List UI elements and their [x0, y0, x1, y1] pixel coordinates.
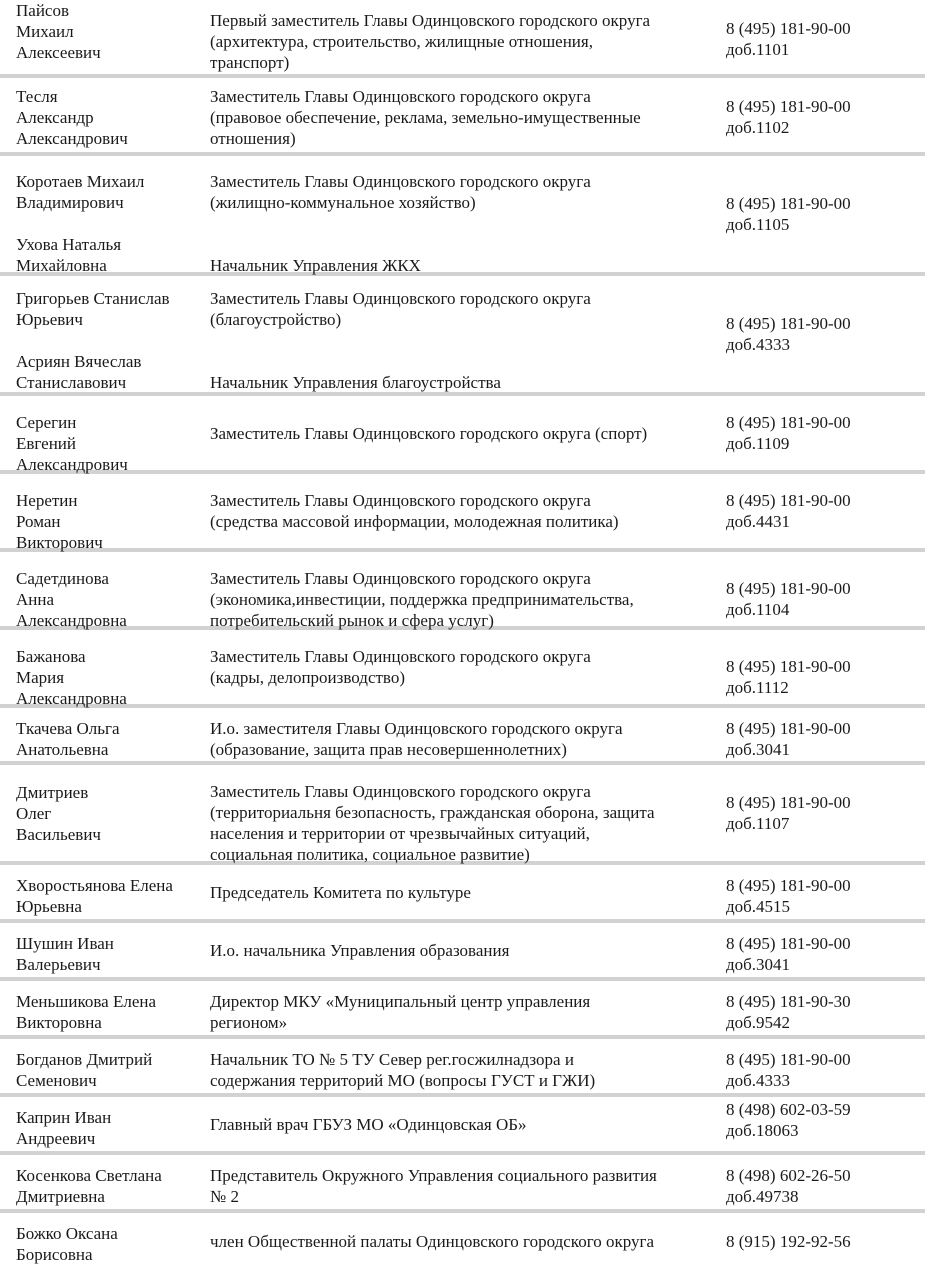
phone-line: 8 (495) 181-90-00 [726, 314, 851, 333]
name-line: Садетдинова [16, 569, 109, 588]
position-line: (кадры, делопроизводство) [210, 668, 405, 687]
name-line: Александровна [16, 611, 127, 630]
phone-line: 8 (495) 181-90-00 [726, 934, 851, 953]
name-line: Тесля [16, 87, 58, 106]
position-line: Председатель Комитета по культуре [210, 882, 471, 902]
position-description [210, 474, 722, 548]
table-row [0, 276, 925, 396]
phone-line: доб.4333 [726, 1071, 791, 1090]
table-row [0, 0, 925, 78]
table-row [0, 765, 925, 865]
person-name [16, 1155, 201, 1209]
name-line: Александровна [16, 689, 127, 708]
name-line: Хворостьянова Елена [16, 876, 173, 895]
position-line: И.о. начальника Управления образования [210, 940, 510, 960]
table-row [0, 78, 925, 156]
name-line: Роман [16, 512, 61, 531]
phone-line: 8 (495) 181-90-00 [726, 719, 851, 738]
phone-number [726, 1039, 916, 1093]
name-line: Васильевич [16, 824, 101, 844]
position-description [210, 78, 722, 152]
position-line: Заместитель Главы Одинцовского городского округа [210, 87, 591, 106]
phone-number [726, 1155, 916, 1209]
table-row [0, 1155, 925, 1213]
phone-line: доб.3041 [726, 955, 791, 974]
person-name [16, 708, 201, 761]
position-description [210, 923, 722, 977]
position-description [210, 1097, 722, 1151]
position-description [210, 1213, 722, 1269]
position-description [210, 552, 722, 630]
name-line: Серегин [16, 413, 77, 432]
phone-line: 8 (495) 181-90-00 [726, 491, 851, 510]
table-row [0, 1039, 925, 1097]
position-line: Первый заместитель Главы Одинцовского городского округа [210, 11, 651, 30]
name-line: Михаил [16, 22, 74, 41]
name-line: Семенович [16, 1071, 97, 1090]
name-line: Меньшикова Елена [16, 992, 157, 1011]
table-row [0, 474, 925, 552]
name-line: Дмитриевна [16, 1187, 105, 1206]
person-name [16, 552, 201, 630]
person-name [16, 0, 201, 74]
person-name [16, 78, 201, 152]
position-description [210, 156, 722, 275]
position-line: Главный врач ГБУЗ МО «Одинцовская ОБ» [210, 1114, 527, 1134]
position-description [210, 1039, 722, 1093]
position-line: Заместитель Главы Одинцовского городского округа [210, 491, 591, 510]
person-name [16, 981, 201, 1035]
phone-line: доб.4431 [726, 512, 791, 531]
name-line: Бажанова [16, 647, 86, 666]
phone-number [726, 1213, 916, 1269]
name-line: Асриян Вячеслав [16, 352, 142, 371]
phone-line: 8 (495) 181-90-30 [726, 992, 851, 1011]
person-name [16, 1097, 201, 1151]
name-line: Ткачева Ольга [16, 719, 120, 738]
phone-number [726, 396, 916, 470]
phone-number [726, 981, 916, 1035]
table-row [0, 708, 925, 765]
position-line: транспорт) [210, 53, 290, 72]
position-description [210, 630, 722, 704]
person-name [16, 765, 201, 861]
position-line: Представитель Окружного Управления социального развития [210, 1166, 657, 1185]
phone-line: 8 (495) 181-90-00 [726, 793, 851, 812]
person-name [16, 630, 201, 708]
position-line: (экономика,инвестиции, поддержка предпринимательства, [210, 590, 634, 609]
position-description [210, 708, 722, 761]
person-name [16, 156, 201, 275]
name-line: Мария [16, 668, 65, 687]
table-row [0, 923, 925, 981]
position-line: Начальник ТО № 5 ТУ Север рег.госжилнадзора и [210, 1050, 574, 1069]
phone-number [726, 765, 916, 861]
name-line: Станиславович [16, 373, 127, 392]
name-line: Викторович [16, 533, 103, 552]
name-line: Александр [16, 108, 94, 127]
name-line: Александрович [16, 129, 128, 148]
position-line: член Общественной палаты Одинцовского городского округа [210, 1231, 655, 1251]
person-name [16, 923, 201, 977]
name-line: Григорьев Станислав [16, 289, 170, 308]
person-name [16, 1039, 201, 1093]
position-line: (территориальня безопасность, гражданская оборона, защита [210, 803, 655, 822]
table-row [0, 981, 925, 1039]
position-line: (образование, защита прав несовершеннолетних) [210, 740, 567, 759]
phone-number [726, 474, 916, 548]
phone-number [726, 923, 916, 977]
name-line: Анна [16, 590, 55, 609]
position-line: Заместитель Главы Одинцовского городского округа [210, 172, 591, 191]
phone-line: доб.3041 [726, 740, 791, 759]
name-line: Юрьевич [16, 310, 83, 329]
position-line: отношения) [210, 129, 296, 148]
name-line: Косенкова Светлана [16, 1166, 162, 1185]
position-line: И.о. заместителя Главы Одинцовского городского округа [210, 719, 623, 738]
position-line: Начальник Управления ЖКХ [210, 256, 421, 275]
position-description [210, 1155, 722, 1209]
position-line: содержания территорий МО (вопросы ГУСТ и ГЖИ) [210, 1071, 596, 1090]
phone-line: 8 (495) 181-90-00 [726, 194, 851, 213]
person-name [16, 396, 201, 474]
position-line: регионом» [210, 1013, 288, 1032]
position-description [210, 0, 722, 74]
phone-number [726, 0, 916, 74]
table-row [0, 552, 925, 630]
phone-line: 8 (495) 181-90-00 [726, 97, 851, 116]
phone-number [726, 708, 916, 761]
name-line: Александрович [16, 455, 128, 474]
name-line: Каприн Иван [16, 1108, 112, 1127]
phone-number [726, 156, 916, 272]
position-description [210, 765, 722, 864]
table-row [0, 396, 925, 474]
position-line: (благоустройство) [210, 310, 342, 329]
table-row [0, 865, 925, 923]
phone-number [726, 865, 916, 919]
phone-number [726, 1097, 916, 1151]
name-line: Дмитриев [16, 782, 89, 802]
phone-number [726, 630, 916, 704]
position-line: Заместитель Главы Одинцовского городского округа [210, 289, 591, 308]
position-description [210, 276, 722, 392]
name-line: Юрьевна [16, 897, 82, 916]
position-line: Директор МКУ «Муниципальный центр управления [210, 992, 591, 1011]
person-name [16, 865, 201, 919]
phone-line: доб.18063 [726, 1121, 799, 1140]
position-description [210, 865, 722, 919]
position-description [210, 981, 722, 1035]
position-line: Начальник Управления благоустройства [210, 373, 501, 392]
name-line: Божко Оксана [16, 1224, 118, 1243]
position-line: населения и территории от чрезвычайных ситуаций, [210, 824, 590, 843]
position-line: (архитектура, строительство, жилищные отношения, [210, 32, 593, 51]
phone-line: 8 (915) 192-92-56 [726, 1231, 851, 1251]
phone-line: доб.4515 [726, 897, 791, 916]
name-line: Валерьевич [16, 955, 101, 974]
table-row [0, 156, 925, 276]
name-line: Шушин Иван [16, 934, 114, 953]
phone-line: доб.1107 [726, 814, 790, 833]
table-row [0, 1213, 925, 1269]
phone-line: доб.1104 [726, 600, 790, 619]
table-row [0, 1097, 925, 1155]
phone-line: 8 (495) 181-90-00 [726, 657, 851, 676]
name-line: Неретин [16, 491, 78, 510]
phone-line: доб.4333 [726, 335, 791, 354]
name-line: Алексеевич [16, 43, 101, 62]
position-line: социальная политика, социальное развитие) [210, 845, 530, 864]
phone-number [726, 552, 916, 626]
name-line: Богданов Дмитрий [16, 1050, 153, 1069]
position-line: Заместитель Главы Одинцовского городского округа [210, 647, 591, 666]
name-line: Евгений [16, 434, 76, 453]
position-line: потребительский рынок и сфера услуг) [210, 611, 494, 630]
table-row [0, 630, 925, 708]
phone-line: доб.49738 [726, 1187, 799, 1206]
name-line: Коротаев Михаил [16, 172, 145, 191]
phone-line: доб.1105 [726, 215, 790, 234]
phone-number [726, 276, 916, 392]
phone-line: доб.1101 [726, 40, 790, 59]
phone-line: 8 (495) 181-90-00 [726, 19, 851, 38]
name-line: Борисовна [16, 1245, 93, 1264]
name-line: Андреевич [16, 1129, 96, 1148]
person-name [16, 1213, 201, 1269]
phone-line: доб.1112 [726, 678, 789, 697]
phone-line: 8 (495) 181-90-00 [726, 1050, 851, 1069]
name-line: Пайсов [16, 1, 69, 20]
name-line: Михайловна [16, 256, 107, 275]
person-name [16, 474, 201, 552]
phone-line: доб.1109 [726, 434, 790, 453]
phone-line: доб.9542 [726, 1013, 791, 1032]
position-description [210, 396, 722, 470]
position-line: (жилищно-коммунальное хозяйство) [210, 193, 476, 212]
phone-line: 8 (498) 602-03-59 [726, 1100, 851, 1119]
position-line: Заместитель Главы Одинцовского городского округа (спорт) [210, 423, 648, 443]
phone-line: доб.1102 [726, 118, 790, 137]
position-line: Заместитель Главы Одинцовского городского округа [210, 782, 591, 801]
name-line: Ухова Наталья [16, 235, 122, 254]
phone-line: 8 (495) 181-90-00 [726, 579, 851, 598]
phone-line: 8 (495) 181-90-00 [726, 876, 851, 895]
name-line: Викторовна [16, 1013, 102, 1032]
phone-number [726, 78, 916, 152]
name-line: Владимирович [16, 193, 124, 212]
person-name [16, 276, 201, 392]
position-line: № 2 [210, 1187, 239, 1206]
phone-line: 8 (498) 602-26-50 [726, 1166, 851, 1185]
position-line: Заместитель Главы Одинцовского городского округа [210, 569, 591, 588]
position-line: (средства массовой информации, молодежная политика) [210, 512, 619, 531]
position-line: (правовое обеспечение, реклама, земельно-имущественные [210, 108, 641, 127]
phone-line: 8 (495) 181-90-00 [726, 413, 851, 432]
name-line: Анатольевна [16, 740, 109, 759]
name-line: Олег [16, 803, 52, 823]
